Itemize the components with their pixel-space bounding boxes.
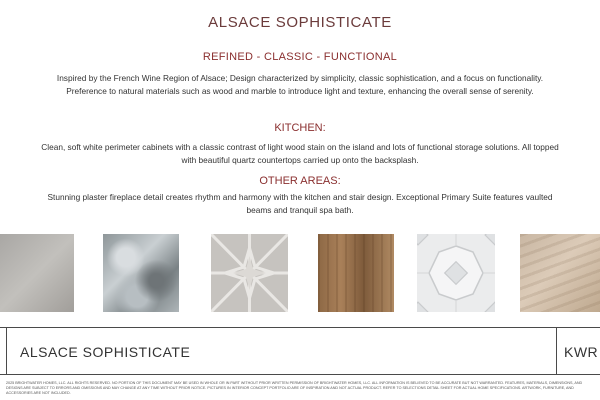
- other-areas-heading: OTHER AREAS:: [259, 175, 341, 187]
- footer-divider-right: [556, 327, 557, 375]
- kitchen-paragraph: Clean, soft white perimeter cabinets with a classic contrast of light wood stain on the island and lots of functional storage solutions. All topped with beautiful quartz countertops carried up onto the backsplash.: [41, 142, 559, 165]
- wood-plank-swatch: [318, 234, 394, 312]
- footer-title: ALSACE SOPHISTICATE: [20, 344, 191, 360]
- white-marble-mosaic-swatch: [417, 234, 495, 312]
- kitchen-heading: KITCHEN:: [274, 122, 326, 134]
- page-title: ALSACE SOPHISTICATE: [208, 14, 392, 31]
- other-areas-paragraph: Stunning plaster fireplace detail creates rhythm and harmony with the kitchen and stair design. Exceptional Primary Suite features vaulted beams and tranquil spa bath.: [47, 192, 553, 215]
- footer-code: KWR: [564, 344, 599, 360]
- intro-paragraph: Inspired by the French Wine Region of Alsace; Design characterized by simplicity, classic sophistication, and a focus on functionality. Preference to natural materials such as wood and marble to introduce light and texture, enhancing the overall sense of serenity.: [56, 73, 544, 96]
- light-wood-swatch: [520, 234, 600, 312]
- gray-marble-swatch: [103, 234, 179, 312]
- legal-disclaimer: 2025 BRIGHTWATER HOMES, LLC. ALL RIGHTS RESERVED. NO PORTION OF THIS DOCUMENT MAY BE USED IN WHOLE OR IN PART WITHOUT PRIOR WRITTEN PERMISSION OF BRIGHTWATER HOMES, LLC. ALL INFORMATION IS BELIEVED TO BE ACCURATE BUT NOT WARRANTED. FEATURES, MATERIALS, DIMENSIONS, AND DESIGNS ARE SUBJECT TO ERRORS AND OMISSIONS AND MAY CHANGE AT ANY TIME WITHOUT PRIOR NOTICE. PICTURES IN INTERIOR CONCEPT PORTFOLIO ARE OF INSPIRATION AND NOT ACTUAL PRODUCT. REFER TO SELECTIONS DETAIL SHEET FOR ACTUAL HOME SPECIFICATIONS. ARTWORK, FURNITURE, AND ACCESSORIES ARE NOT INCLUDED.: [6, 381, 583, 395]
- star-pattern-icon: [211, 234, 288, 312]
- footer-divider-left: [6, 327, 7, 375]
- mosaic-pattern-icon: [417, 234, 495, 312]
- tagline: REFINED - CLASSIC - FUNCTIONAL: [202, 51, 398, 63]
- star-pattern-tile-swatch: [211, 234, 288, 312]
- gray-solid-swatch: [0, 234, 74, 312]
